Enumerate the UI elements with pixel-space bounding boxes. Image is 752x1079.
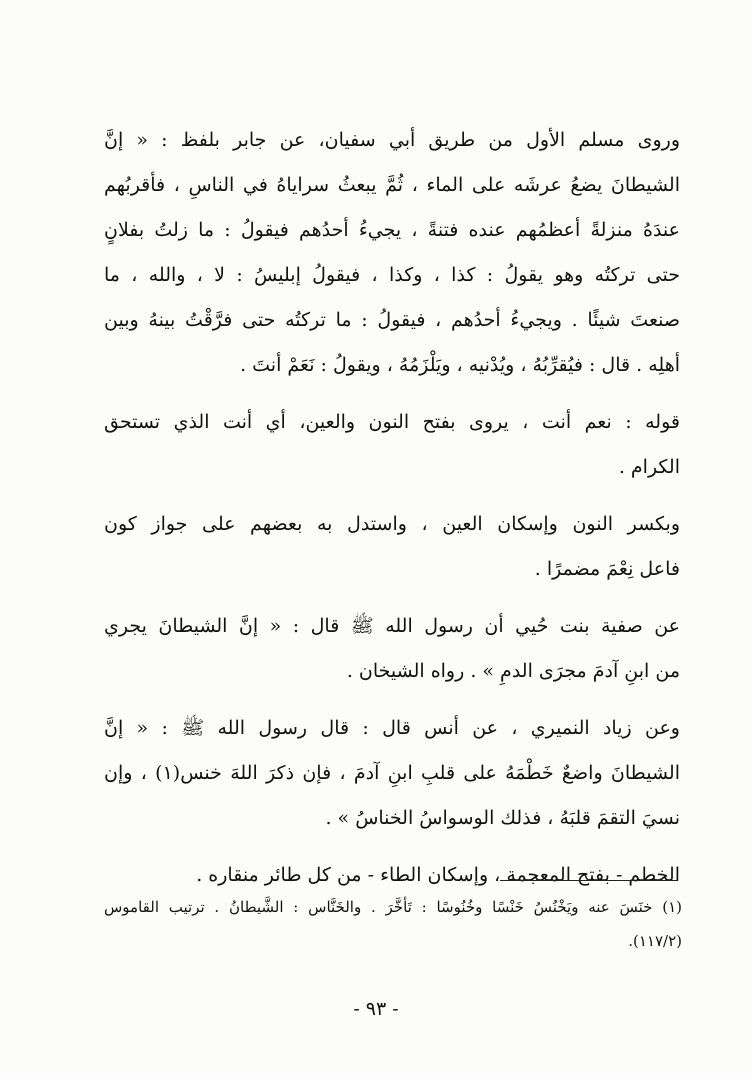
text-line: نسيَ التقمَ قلبَهُ ، فذلك الوسواسُ الخناسُ » .: [325, 807, 680, 829]
text-line: قوله : نعم أنت ، يروى بفتح النون والعين، أي أنت الذي تستحق: [104, 411, 680, 433]
footnote-line: (١) خنَسَ عنه ويَخْنُسُ خَنْسًا وخُنُوسًا : تَأخَّرَ . والخَنَّاس : الشَّيطانُ . ترتيب القاموس: [104, 898, 682, 916]
main-text: [104, 118, 680, 898]
text-line: عن صفية بنت حُيي أن رسول الله ﷺ قال : « إنَّ الشيطانَ يجري: [104, 615, 680, 637]
text-line: من ابنِ آدمَ مجرَى الدمِ » . رواه الشيخان .: [346, 660, 680, 682]
text-line: الشيطانَ واضعٌ خَطْمَهُ على قلبِ ابنِ آدمَ ، فإن ذكرَ اللهَ خنس(١) ، وإن: [104, 762, 680, 784]
text-line: حتى تركتُه وهو يقولُ : كذا ، وكذا ، فيقولُ إبليسُ : لا ، والله ، ما: [104, 264, 680, 286]
text-line: صنعتَ شيئًا . ويجيءُ أحدُهم ، فيقولُ : ما تركتُه حتى فرَّقْتُ بينهُ وبين: [104, 309, 680, 331]
text-line: وعن زياد النميري ، عن أنس قال : قال رسول الله ﷺ : « إنَّ: [104, 717, 680, 739]
paragraph-hadith-jabir: [104, 118, 680, 388]
text-line: وروى مسلم الأول من طريق أبي سفيان، عن جابر بلفظ : « إنَّ: [104, 129, 680, 151]
text-line: الشيطانَ يضعُ عرشَه على الماء ، ثُمَّ يبعثُ سراياهُ في الناسِ ، فأقربُهم: [104, 174, 680, 196]
text-line: الكرام .: [618, 456, 680, 478]
footnote-divider: [500, 880, 678, 881]
paragraph-commentary-kasr: [104, 502, 680, 592]
footnote: [104, 890, 682, 958]
text-line: الخطم - بفتح المعجمة ، وإسكان الطاء - من كل طائر منقاره .: [196, 864, 680, 886]
paragraph-hadith-safiyya: [104, 604, 680, 694]
page-number: - ٩٣ -: [353, 998, 399, 1020]
paragraph-hadith-anas: [104, 706, 680, 841]
text-line: عندَهُ منزلةً أعظمُهم عنده فتنةً ، يجيءُ أحدُهم فيقولُ : ما زلتُ بفلانٍ: [104, 219, 680, 241]
paragraph-commentary-naam: [104, 400, 680, 490]
footnote-line: (١١٧/٢).: [628, 932, 682, 950]
text-line: وبكسر النون وإسكان العين ، واستدل به بعضهم على جواز كون: [104, 513, 680, 535]
text-line: أهلِه . قال : فيُقرِّبُهُ ، ويُدْنيه ، ويَلْزَمُهُ ، ويقولُ : نَعَمْ أنتَ .: [240, 354, 680, 376]
text-line: فاعل نِعْمَ مضمرًا .: [534, 558, 680, 580]
